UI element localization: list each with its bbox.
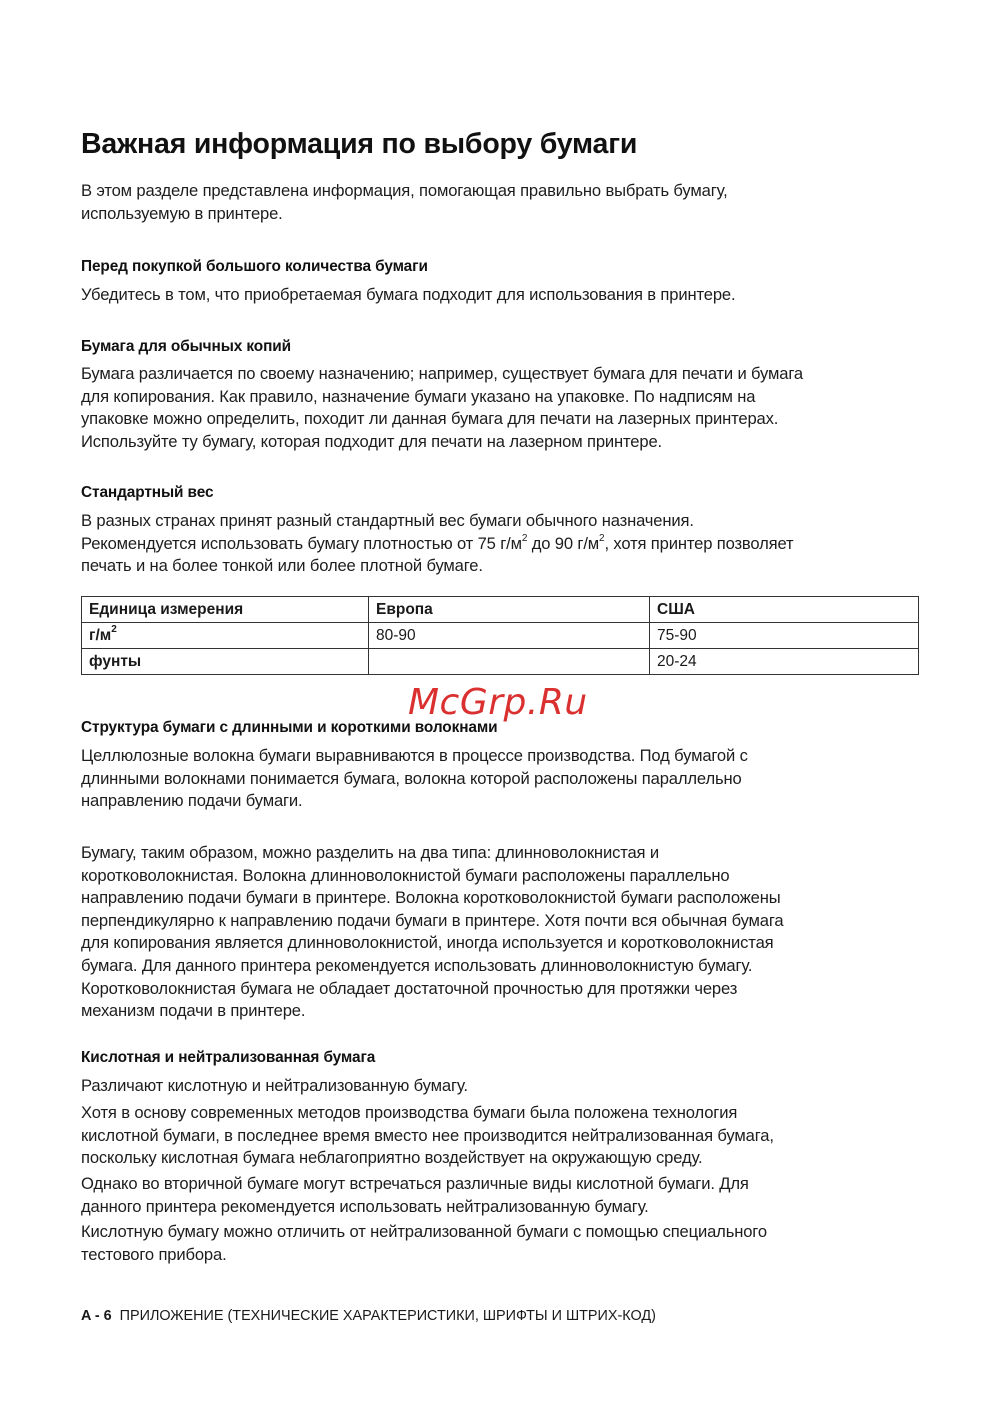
text-line: В этом разделе представлена информация, помогающая правильно выбрать бумагу, (81, 181, 728, 200)
table-header-row (82, 597, 919, 623)
text-line: поскольку кислотная бумага неблагоприятно воздействует на окружающую среду. (81, 1148, 703, 1168)
section-acid-paper-p2 (81, 1102, 921, 1170)
text-line: направлению подачи бумаги в принтере. Волокна коротковолокнистой бумаги расположены (81, 888, 781, 908)
text-line: кислотной бумаги, в последнее время вместо нее производится нейтрализованная бумага, (81, 1125, 774, 1145)
paper-weight-table (81, 596, 919, 675)
text-line: тестового прибора. (81, 1244, 227, 1264)
text-line: упаковке можно определить, походит ли данная бумага для печати на лазерных принтерах. (81, 409, 779, 429)
section-heading: Структура бумаги с длинными и короткими волокнами (81, 719, 498, 736)
section-bulk-purchase (81, 258, 921, 276)
table-cell-unit: $г/м^2$ (82, 623, 369, 649)
table-cell-usa: 20-24 (650, 649, 919, 675)
text-line: Однако во вторичной бумаге могут встречаться различные виды кислотной бумаги. Для (81, 1174, 749, 1193)
text-line: для копирования является длинноволокнистой, иногда используется и коротковолокнистая (81, 933, 774, 953)
section-heading: Бумага для обычных копий (81, 338, 291, 355)
table-cell-europe (369, 649, 650, 675)
page-title: Важная информация по выбору бумаги (81, 128, 638, 160)
section-heading: Стандартный вес (81, 484, 214, 501)
table-row (82, 623, 919, 649)
text-line: Бумагу, таким образом, можно разделить на два типа: длинноволокнистая и (81, 843, 659, 862)
text-line: Убедитесь в том, что приобретаемая бумага подходит для использования в принтере. (81, 285, 736, 304)
text-line: Целлюлозные волокна бумаги выравниваются в процессе производства. Под бумагой с (81, 746, 748, 765)
table-cell-usa: 75-90 (650, 623, 919, 649)
text-line: Бумага различается по своему назначению; например, существует бумага для печати и бумага (81, 364, 803, 383)
column-header: США (650, 597, 919, 623)
section-standard-weight (81, 484, 921, 502)
text-line: используемую в принтере. (81, 203, 283, 223)
text-line: перпендикулярно к направлению подачи бумаги в принтере. Хотя почти вся обычная бумага (81, 910, 784, 930)
section-acid-paper-p1 (81, 1075, 921, 1098)
section-bulk-purchase-body (81, 284, 921, 307)
text-line: коротковолокнистая. Волокна длинноволокнистой бумаги расположены параллельно (81, 865, 730, 885)
text-line: механизм подачи в принтере. (81, 1001, 306, 1021)
section-acid-paper (81, 1049, 921, 1067)
table-row (82, 649, 919, 675)
page-number: A - 6 (81, 1308, 112, 1324)
section-copy-paper (81, 338, 921, 356)
column-header: Европа (369, 597, 650, 623)
column-header: Единица измерения (82, 597, 369, 623)
text-line: печать и на более тонкой или более плотной бумаге. (81, 556, 483, 576)
intro-paragraph (81, 180, 921, 225)
text-line: Используйте ту бумагу, которая подходит для печати на лазерном принтере. (81, 431, 662, 451)
text-line: бумага. Для данного принтера рекомендуется использовать длинноволокнистую бумагу. (81, 955, 753, 975)
section-acid-paper-p3 (81, 1173, 921, 1218)
section-acid-paper-p4 (81, 1221, 921, 1266)
text-line: В разных странах принят разный стандартный вес бумаги обычного назначения. (81, 511, 694, 530)
text-line: Хотя в основу современных методов производства бумаги была положена технология (81, 1103, 738, 1122)
text-line: длинными волокнами понимается бумага, волокна которой расположены параллельно (81, 768, 742, 788)
section-grain-structure-body-2 (81, 842, 921, 1023)
page-footer (81, 1308, 656, 1324)
chapter-title: ПРИЛОЖЕНИЕ (ТЕХНИЧЕСКИЕ ХАРАКТЕРИСТИКИ, ШРИФТЫ И ШТРИХ-КОД) (119, 1308, 656, 1324)
section-standard-weight-body (81, 510, 921, 578)
text-line: для копирования. Как правило, назначение бумаги указано на упаковке. По надписям на (81, 386, 756, 406)
text-line: направлению подачи бумаги. (81, 791, 303, 811)
text-line: данного принтера рекомендуется использовать нейтрализованную бумагу. (81, 1196, 649, 1216)
text-line: Коротковолокнистая бумага не обладает достаточной прочностью для протяжки через (81, 978, 738, 998)
table-cell-europe: 80-90 (369, 623, 650, 649)
text-line: Рекомендуется использовать бумагу плотностью от 75 $г/м^2$ до 90 $г/м^2$, хотя принтер позволяет (81, 533, 794, 553)
text-line: Кислотную бумагу можно отличить от нейтрализованной бумаги с помощью специального (81, 1222, 767, 1241)
section-heading: Перед покупкой большого количества бумаги (81, 258, 428, 275)
section-heading: Кислотная и нейтрализованная бумага (81, 1049, 376, 1066)
table-cell-unit: фунты (82, 649, 369, 675)
section-grain-structure-body (81, 745, 921, 813)
section-copy-paper-body (81, 363, 921, 453)
text-line: Различают кислотную и нейтрализованную бумагу. (81, 1076, 468, 1095)
watermark-logo: McGrp.Ru (408, 682, 588, 723)
